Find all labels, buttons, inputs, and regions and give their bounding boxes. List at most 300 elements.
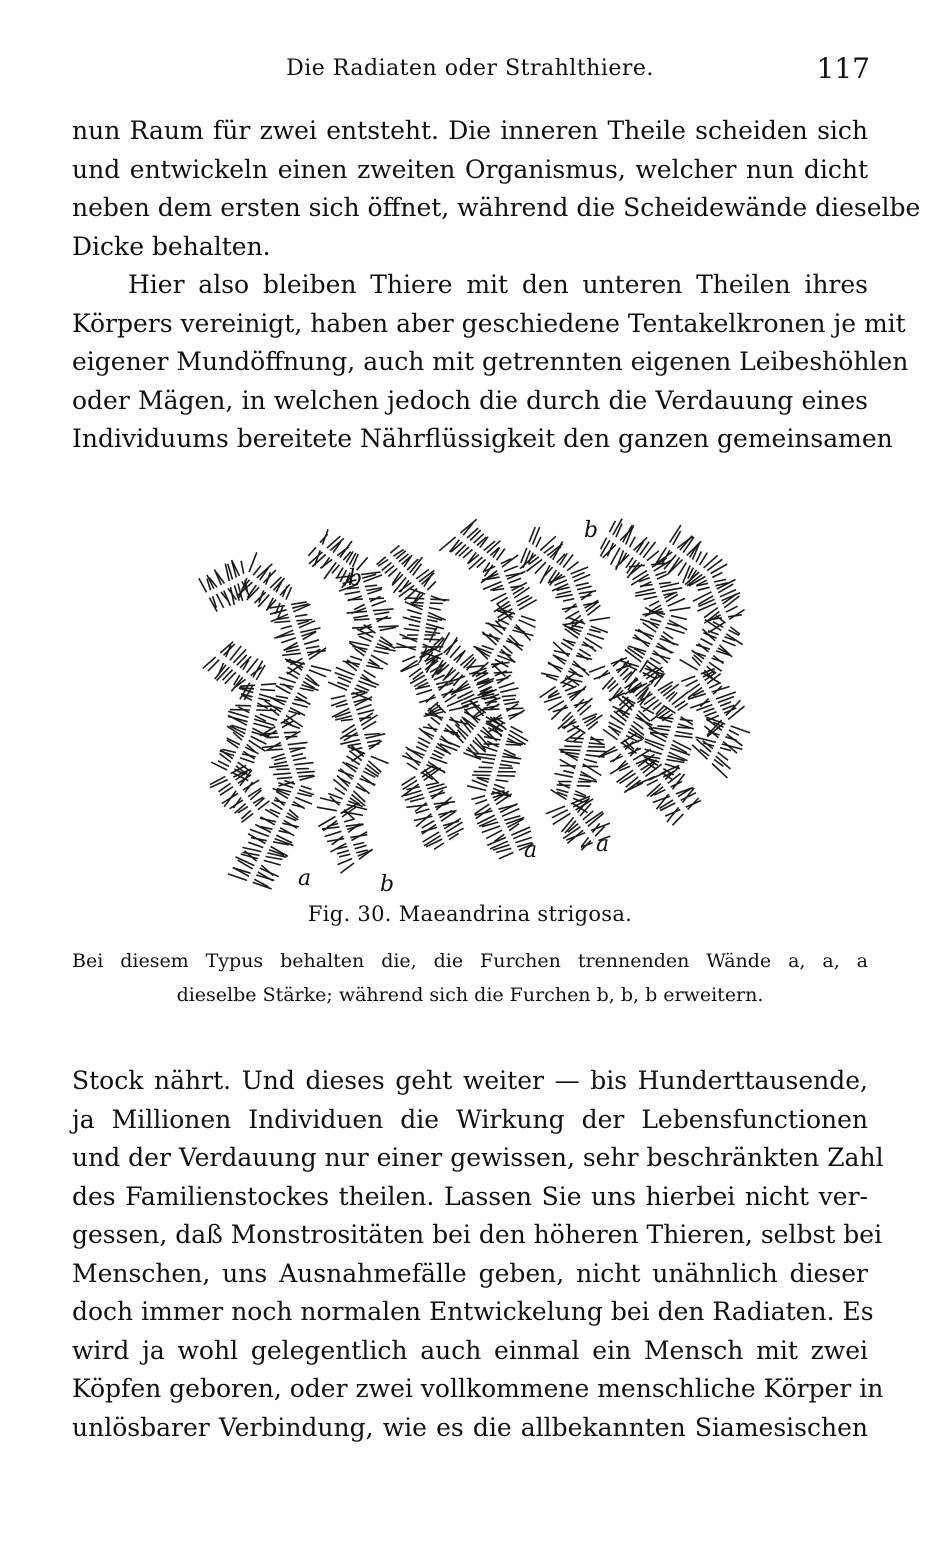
engraving-stroke [264,860,281,865]
engraving-stroke [506,708,524,709]
engraving-stroke [306,646,320,648]
engraving-stroke [266,572,271,584]
engraving-stroke [567,562,578,571]
engraving-stroke [373,609,393,611]
engraving-stroke [553,642,569,657]
engraving-stroke [261,684,276,685]
engraving-stroke [341,719,353,720]
engraving-stroke [223,670,233,681]
text-line: Individuums bereitete Nährflüssigkeit den ganzen gemeinsamen [72,424,893,453]
engraving-stroke [570,738,584,739]
engraving-stroke [449,742,461,747]
engraving-stroke [591,823,610,830]
engraving-stroke [590,739,604,740]
engraving-stroke [709,683,720,688]
engraving-stroke [295,797,312,804]
text-line: und entwickeln einen zweiten Organismus, welcher nun dicht [72,154,868,184]
figure-label-b: b [380,872,395,897]
page-header [70,52,870,88]
engraving-stroke [680,719,693,721]
text-line: ja Millionen Individuen die Wirkung der Lebensfunctionen [72,1104,868,1134]
coral-illustration [188,515,758,905]
engraving-stroke [407,763,417,770]
engraving-stroke [499,683,515,688]
engraving-stroke [220,787,233,796]
engraving-stroke [361,715,377,725]
engraving-stroke [271,754,284,758]
engraving-stroke [353,843,364,846]
engraving-stroke [720,645,733,657]
engraving-stroke [325,831,342,836]
engraving-stroke [678,563,686,576]
engraving-stroke [482,826,500,833]
engraving-stroke [371,756,389,763]
engraving-stroke [279,677,296,683]
text-line: Körpers vereinigt, haben aber geschiedene Tentakelkronen je mit [72,308,906,338]
engraving-stroke [374,651,389,654]
engraving-stroke [483,582,502,590]
engraving-stroke [350,656,362,660]
engraving-stroke [240,685,255,686]
engraving-stroke [610,756,623,762]
engraving-stroke [338,859,353,865]
engraving-stroke [345,592,361,595]
text-line: wird ja wohl gelegentlich auch einmal ein Mensch mit zwei [72,1335,868,1365]
engraving-stroke [339,854,350,857]
engraving-stroke [587,605,600,615]
engraving-stroke [274,758,285,761]
engraving-stroke [506,745,522,746]
engraving-stroke [355,649,365,656]
engraving-stroke [519,600,537,610]
engraving-stroke [676,732,693,735]
engraving-stroke [260,689,275,690]
engraving-stroke [281,626,292,629]
engraving-stroke [430,757,447,763]
engraving-stroke [497,776,515,777]
engraving-stroke [488,623,503,635]
engraving-stroke [502,757,521,759]
engraving-stroke [337,850,349,853]
engraving-stroke [336,704,348,707]
engraving-stroke [443,689,453,698]
maeandrina-engraving [188,515,758,905]
text-line: eigener Mundöffnung, auch mit getrennten eigenen Leibeshöhlen [72,347,909,376]
engraving-stroke [659,582,671,584]
engraving-stroke [726,606,738,612]
engraving-stroke [269,765,288,767]
engraving-stroke [703,708,714,712]
engraving-stroke [330,538,344,550]
engraving-stroke [720,748,731,751]
engraving-stroke [555,595,572,598]
engraving-stroke [471,796,485,800]
engraving-stroke [628,678,638,686]
engraving-stroke [557,591,572,595]
engraving-stroke [540,536,556,550]
engraving-stroke [237,655,247,666]
engraving-stroke [421,827,437,832]
engraving-stroke [292,703,308,707]
engraving-stroke [516,595,529,602]
figure-label-b: b [348,566,363,591]
engraving-stroke [497,655,515,662]
engraving-stroke [282,653,301,655]
engraving-stroke [393,550,403,557]
engraving-stroke [722,640,735,645]
text-line: neben dem ersten sich öffnet, während die Scheidewände dieselbe [72,193,921,222]
engraving-stroke [413,564,422,576]
engraving-stroke [266,857,283,860]
engraving-stroke [431,718,440,725]
engraving-stroke [577,586,592,590]
engraving-stroke [712,764,727,778]
engraving-stroke [322,827,340,829]
engraving-stroke [300,628,320,633]
engraving-stroke [666,594,678,601]
engraving-stroke [294,763,313,765]
figure-label-b: b [584,518,599,543]
body-text-bottom [72,1062,884,1447]
engraving-stroke [560,759,576,768]
engraving-stroke [361,572,381,575]
engraving-stroke [536,537,541,547]
engraving-stroke [498,619,509,624]
engraving-stroke [496,780,509,782]
engraving-stroke [429,608,441,610]
engraving-stroke [571,567,588,574]
engraving-stroke [681,676,695,681]
engraving-stroke [425,631,440,633]
engraving-stroke [713,686,722,694]
text-line: oder Mägen, in welchen jedoch die durch die Verdauung eines [72,385,868,415]
engraving-stroke [716,692,736,699]
engraving-stroke [716,616,726,623]
engraving-stroke [416,690,432,695]
engraving-stroke [288,742,308,744]
engraving-stroke [409,668,421,677]
engraving-stroke [494,784,505,788]
engraving-stroke [672,774,684,789]
engraving-stroke [487,837,506,845]
text-line: Menschen, uns Ausnahmefälle geben, nicht unähnlich dieser [72,1258,868,1288]
engraving-stroke [475,646,488,659]
engraving-stroke [563,599,574,601]
engraving-stroke [427,620,438,622]
engraving-stroke [293,758,306,761]
engraving-stroke [567,741,583,742]
engraving-stroke [467,786,486,791]
engraving-stroke [500,688,518,692]
engraving-stroke [502,555,518,567]
engraving-stroke [594,673,610,679]
engraving-stroke [419,728,433,739]
engraving-stroke [658,726,671,727]
engraving-stroke [322,529,328,544]
engraving-stroke [482,762,494,764]
running-title: Die Radiaten oder Strahlthiere. [286,56,654,81]
engraving-stroke [304,640,319,644]
engraving-stroke [284,732,297,733]
engraving-stroke [653,728,670,731]
engraving-stroke [402,756,421,763]
engraving-stroke [484,541,495,550]
engraving-stroke [258,698,270,701]
engraving-stroke [506,641,523,646]
engraving-stroke [281,638,296,643]
engraving-stroke [359,636,371,641]
engraving-stroke [653,796,670,802]
figure-legend [72,944,868,1012]
engraving-stroke [647,551,659,561]
engraving-stroke [640,585,652,587]
engraving-stroke [500,652,512,656]
engraving-stroke [248,842,263,847]
engraving-stroke [444,819,460,829]
engraving-stroke [416,570,429,579]
text-line: des Familienstockes theilen. Lassen Sie uns hierbei nicht ver- [72,1181,868,1211]
engraving-stroke [233,649,246,662]
engraving-stroke [502,695,516,696]
engraving-stroke [301,786,312,790]
engraving-stroke [249,552,257,572]
text-line: nun Raum für zwei entsteht. Die inneren Theile scheiden sich [72,116,868,145]
engraving-stroke [341,863,355,873]
engraving-stroke [447,700,463,707]
engraving-stroke [588,722,598,730]
text-line: gessen, daß Monstrositäten bei den höheren Thieren, selbst bei [72,1220,883,1249]
engraving-stroke [277,777,292,778]
engraving-stroke [729,730,739,735]
engraving-stroke [511,827,530,835]
figure-caption: Fig. 30. Maeandrina strigosa. [307,902,633,926]
engraving-stroke [272,803,283,810]
engraving-stroke [276,696,288,698]
engraving-stroke [650,619,661,622]
engraving-stroke [712,572,722,577]
engraving-stroke [501,761,520,764]
engraving-stroke [656,646,674,653]
engraving-stroke [241,561,244,574]
engraving-stroke [643,700,659,712]
engraving-stroke [705,712,717,716]
engraving-stroke [477,753,496,755]
engraving-stroke [354,619,370,620]
engraving-stroke [472,775,490,776]
engraving-stroke [577,786,591,787]
engraving-stroke [360,677,379,685]
text-line: Dicke behalten. [72,231,271,261]
engraving-stroke [292,754,303,757]
engraving-stroke [584,759,597,763]
engraving-stroke [686,680,698,686]
engraving-stroke [665,627,684,633]
figure-label-a: a [596,832,610,857]
engraving-stroke [405,598,424,599]
engraving-stroke [673,740,692,750]
engraving-stroke [402,656,415,661]
engraving-stroke [344,819,355,822]
engraving-stroke [634,635,649,647]
engraving-stroke [199,578,207,592]
engraving-stroke [677,727,690,728]
engraving-stroke [521,616,536,621]
engraving-stroke [273,773,291,774]
engraving-stroke [426,783,439,786]
engraving-stroke [577,698,592,711]
engraving-stroke [317,807,337,811]
engraving-stroke [662,588,683,592]
engraving-stroke [553,813,571,824]
engraving-stroke [701,639,713,646]
engraving-stroke [561,749,581,750]
engraving-stroke [693,592,712,602]
engraving-stroke [351,832,367,841]
engraving-stroke [410,616,421,618]
engraving-stroke [519,620,536,628]
engraving-stroke [240,758,254,763]
engraving-stroke [404,629,419,631]
engraving-stroke [253,566,261,576]
engraving-stroke [554,774,572,778]
engraving-stroke [563,771,574,774]
engraving-stroke [644,596,658,599]
text-line: unlösbarer Verbindung, wie es die allbekannten Siamesischen [72,1412,868,1442]
body-text-top [72,112,921,459]
engraving-stroke [309,670,326,677]
engraving-stroke [295,615,307,617]
engraving-stroke [672,814,683,825]
engraving-stroke [406,805,427,808]
engraving-stroke [650,658,661,664]
engraving-stroke [576,583,589,586]
engraving-stroke [402,777,416,786]
engraving-stroke [692,657,700,666]
engraving-stroke [696,552,701,563]
engraving-stroke [714,579,726,582]
engraving-stroke [348,744,361,746]
engraving-stroke [504,566,518,572]
engraving-stroke [427,582,436,591]
engraving-stroke [259,694,274,698]
engraving-stroke [242,810,251,819]
engraving-stroke [509,578,522,583]
engraving-stroke [580,705,591,715]
engraving-stroke [355,845,367,848]
engraving-stroke [572,664,586,670]
engraving-stroke [224,591,231,607]
engraving-stroke [297,771,315,772]
engraving-stroke [670,608,691,611]
engraving-stroke [416,747,426,752]
text-line: Köpfen geboren, oder zwei vollkommene menschliche Körper in [72,1374,884,1403]
engraving-stroke [217,594,224,608]
text-line: doch immer noch normalen Entwickelung bei den Radiaten. Es [72,1297,874,1326]
engraving-stroke [222,793,238,803]
engraving-stroke [228,874,247,881]
engraving-stroke [409,625,420,627]
text-line: und der Verdauung nur einer gewissen, sehr beschränkten Zahl [72,1143,884,1172]
engraving-stroke [649,601,659,606]
engraving-stroke [266,749,283,750]
engraving-stroke [673,531,681,545]
engraving-stroke [248,834,265,844]
figure-label-a: a [298,866,312,891]
figure-label-a: a [524,838,538,863]
engraving-stroke [587,634,604,640]
engraving-stroke [720,702,731,706]
page-number: 117 [816,52,870,85]
engraving-stroke [418,742,429,747]
engraving-stroke [296,620,312,621]
text-line: Hier also bleiben Thiere mit den unteren Theilen ihres [128,270,868,299]
engraving-stroke [320,798,341,803]
engraving-stroke [672,692,689,705]
engraving-stroke [587,751,607,752]
engraving-stroke [590,618,610,621]
engraving-stroke [311,666,331,671]
engraving-stroke [430,599,449,600]
engraving-stroke [697,603,716,611]
engraving-stroke [633,571,648,580]
engraving-stroke [544,697,562,703]
engraving-stroke [704,555,718,568]
engraving-stroke [365,585,377,586]
engraving-stroke [565,686,577,691]
engraving-stroke [630,537,636,548]
engraving-stroke [274,621,290,622]
engraving-stroke [698,587,710,590]
engraving-stroke [331,696,345,699]
engraving-stroke [503,699,515,701]
engraving-stroke [262,745,282,747]
engraving-stroke [291,602,307,605]
engraving-stroke [603,545,616,558]
engraving-stroke [688,798,699,810]
engraving-stroke [294,699,306,701]
engraving-stroke [225,672,236,684]
engraving-stroke [308,547,316,556]
engraving-stroke [348,599,363,600]
engraving-stroke [390,545,399,553]
engraving-stroke [335,788,345,795]
engraving-stroke [507,704,518,712]
engraving-stroke [729,610,745,620]
engraving-stroke [589,666,605,672]
engraving-stroke [353,616,368,618]
engraving-stroke [482,646,494,650]
engraving-stroke [364,734,380,735]
engraving-stroke [499,852,514,858]
engraving-stroke [270,610,286,614]
engraving-stroke [407,610,422,614]
engraving-stroke [423,727,437,730]
engraving-stroke [203,657,216,668]
engraving-stroke [347,611,367,613]
engraving-stroke [475,800,487,804]
text-line: Stock nährt. Und dieses geht weiter — bis Hunderttausende, [72,1066,868,1095]
engraving-stroke [356,705,371,710]
engraving-stroke [340,769,353,780]
engraving-stroke [286,650,300,652]
engraving-stroke [366,666,383,669]
engraving-stroke [674,735,692,737]
legend-line: dieselbe Stärke; während sich die Furchen b, b, b erweitern. [176,984,764,1006]
engraving-stroke [374,612,389,614]
engraving-stroke [372,601,387,606]
engraving-stroke [500,764,512,766]
engraving-stroke [660,639,679,646]
